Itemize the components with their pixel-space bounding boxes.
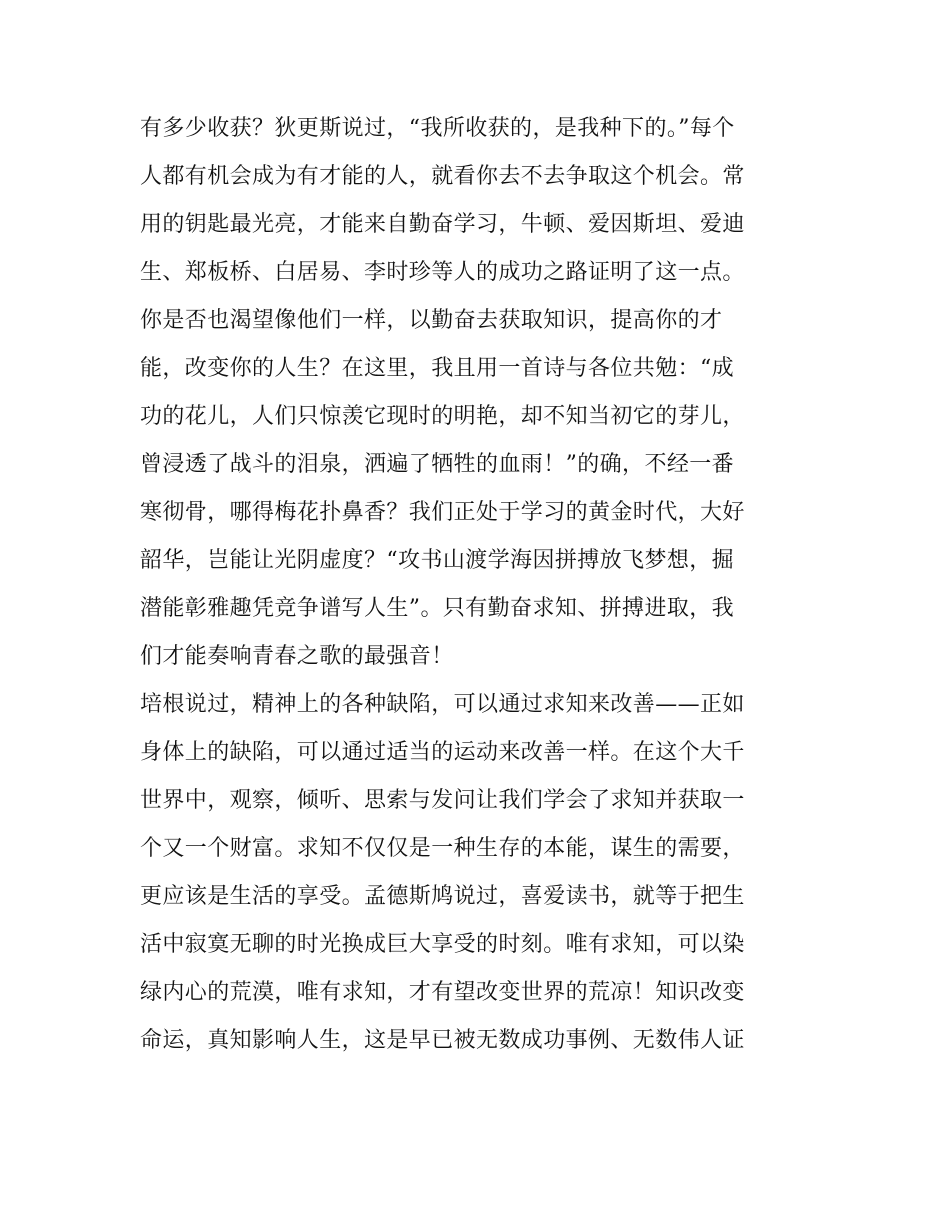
paragraph-1 [140, 105, 820, 681]
text-line: 更应该是生活的享受。孟德斯鸠说过，喜爱读书，就等于把生 [140, 884, 745, 909]
text-line: 绿内心的荒漠，唯有求知，才有望改变世界的荒凉！知识改变 [140, 980, 745, 1005]
text-line: 身体上的缺陷，可以通过适当的运动来改善一样。在这个大千 [140, 740, 745, 765]
text-line: 培根说过，精神上的各种缺陷，可以通过求知来改善——正如 [140, 692, 745, 717]
text-line: 寒彻骨，哪得梅花扑鼻香？我们正处于学习的黄金时代，大好 [140, 500, 745, 525]
text-line: 人都有机会成为有才能的人，就看你去不去争取这个机会。常 [140, 164, 745, 189]
text-line: 生、郑板桥、白居易、李时珍等人的成功之路证明了这一点。 [140, 260, 745, 285]
text-line: 你是否也渴望像他们一样，以勤奋去获取知识，提高你的才 [140, 308, 723, 333]
text-line: 潜能彰雅趣凭竞争谱写人生”。只有勤奋求知、拼搏进取，我 [140, 596, 735, 621]
text-line: 有多少收获？狄更斯说过，“我所收获的，是我种下的。”每个 [140, 116, 735, 141]
text-line: 个又一个财富。求知不仅仅是一种生存的本能，谋生的需要， [140, 836, 745, 861]
text-line: 命运，真知影响人生，这是早已被无数成功事例、无数伟人证 [140, 1028, 745, 1053]
text-line: 曾浸透了战斗的泪泉，洒遍了牺牲的血雨！”的确，不经一番 [140, 452, 735, 477]
text-line: 活中寂寞无聊的时光换成巨大享受的时刻。唯有求知，可以染 [140, 932, 745, 957]
text-line: 韶华，岂能让光阴虚度？“攻书山渡学海因拼搏放飞梦想，掘 [140, 548, 735, 573]
text-line: 世界中，观察，倾听、思索与发问让我们学会了求知并获取一 [140, 788, 745, 813]
text-line: 们才能奏响青春之歌的最强音！ [140, 644, 454, 669]
text-line: 能，改变你的人生？在这里，我且用一首诗与各位共勉：“成 [140, 356, 735, 381]
document-body [140, 105, 820, 1065]
paragraph-2 [140, 681, 820, 1065]
text-line: 功的花儿，人们只惊羡它现时的明艳，却不知当初它的芽儿， [140, 404, 745, 429]
text-line: 用的钥匙最光亮，才能来自勤奋学习，牛顿、爱因斯坦、爱迪 [140, 212, 745, 237]
